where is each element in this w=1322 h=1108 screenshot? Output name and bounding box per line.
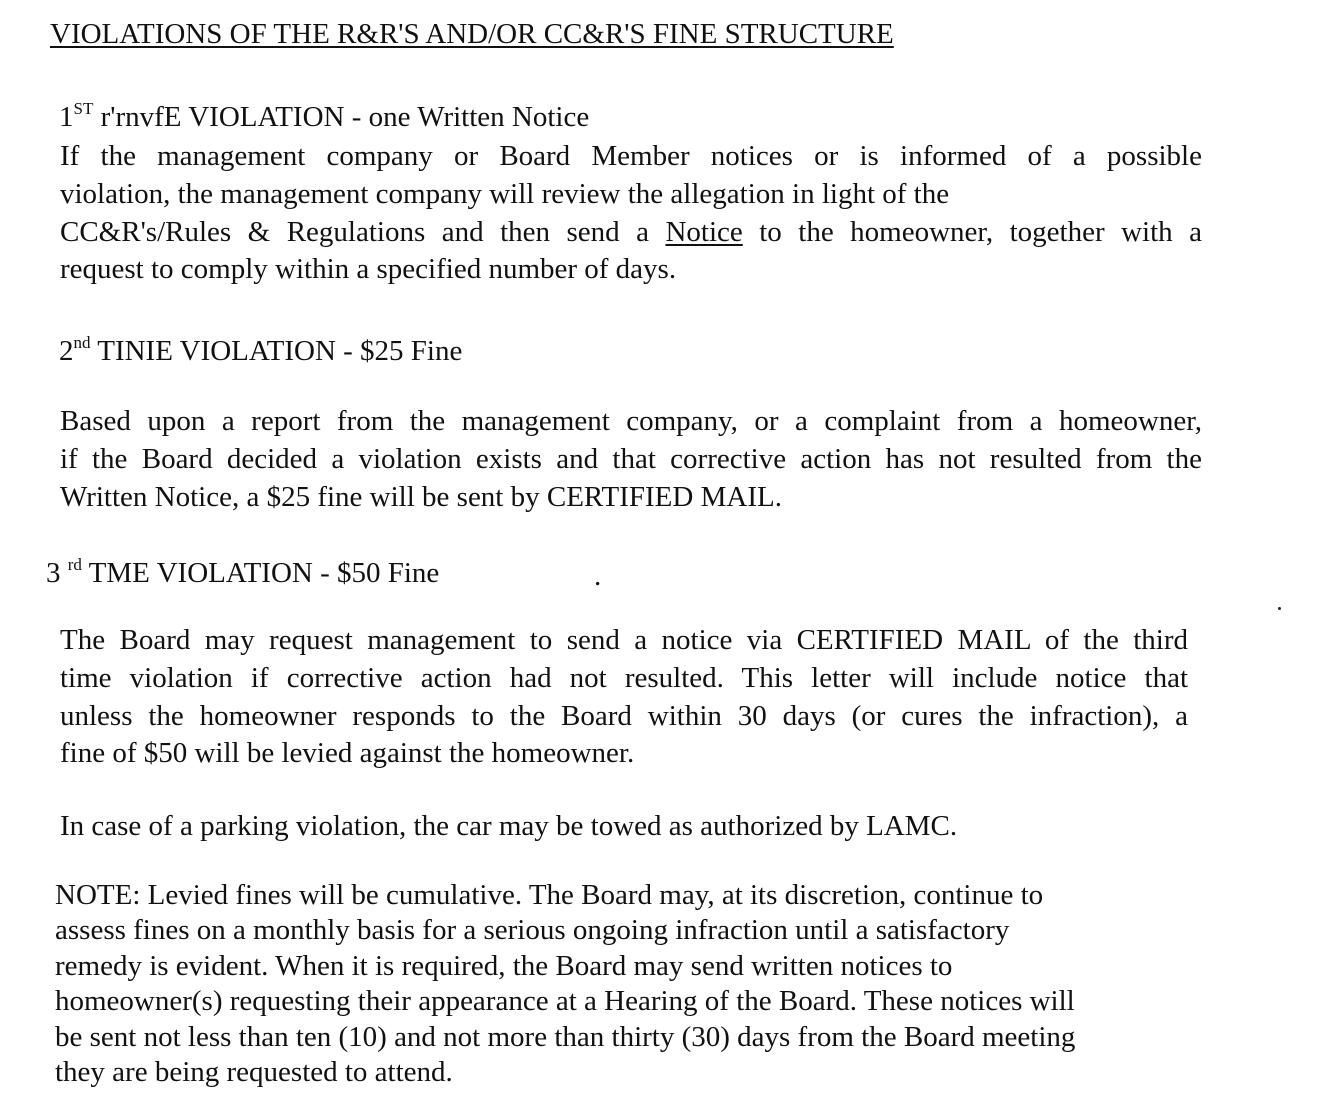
paragraph-line: fine of $50 will be levied against the homeowner. [60, 737, 635, 770]
second-violation-number: 2 [59, 335, 74, 367]
paragraph-line [60, 214, 1202, 252]
third-violation-title: TME VIOLATION - $50 Fine [81, 557, 440, 589]
document-title: VIOLATIONS OF THE R&R'S AND/OR CC&R'S FINE STRUCTURE [50, 18, 894, 50]
notice-underlined-word: Notice [665, 215, 743, 248]
note-paragraph [55, 878, 1182, 1090]
scan-speck [1278, 607, 1281, 610]
second-violation-ordinal: nd [73, 333, 91, 352]
third-violation-heading [46, 555, 439, 591]
line-text: CC&R's/Rules & Regulations and then send a [60, 215, 666, 248]
note-line: homeowner(s) requesting their appearance at a Hearing of the Board. These notices will [55, 985, 1075, 1018]
first-violation-title: r'rnvfE VIOLATION - one Written Notice [93, 101, 590, 133]
paragraph-line: In case of a parking violation, the car may be towed as authorized by LAMC. [60, 810, 958, 842]
third-violation-number: 3 [46, 557, 61, 589]
first-violation-paragraph [60, 138, 1202, 289]
paragraph-line: Based upon a report from the management company, or a complaint from a homeowner, [60, 405, 1202, 437]
second-violation-paragraph [60, 403, 1202, 516]
first-violation-heading [59, 99, 589, 135]
first-violation-ordinal: ST [73, 99, 94, 118]
paragraph-line: violation, the management company will review the allegation in light of the [60, 177, 950, 210]
third-violation-ordinal: rd [67, 555, 82, 574]
second-violation-heading [59, 333, 462, 369]
paragraph-line: if the Board decided a violation exists and that corrective action has not resulted from the [60, 442, 1202, 475]
third-violation-paragraph [60, 622, 1188, 773]
second-violation-title: TINIE VIOLATION - $25 Fine [90, 335, 463, 367]
paragraph-line: The Board may request management to send a notice via CERTIFIED MAIL of the third [60, 624, 1188, 656]
note-line: NOTE: Levied fines will be cumulative. The Board may, at its discretion, continue to [55, 879, 1044, 911]
note-line: they are being requested to attend. [55, 1056, 453, 1089]
paragraph-line: If the management company or Board Member notices or is informed of a possible [60, 140, 1202, 172]
note-line: be sent not less than ten (10) and not more than thirty (30) days from the Board meeting [55, 1020, 1076, 1053]
paragraph-line: Written Notice, a $25 fine will be sent by CERTIFIED MAIL. [60, 480, 782, 513]
note-line: assess fines on a monthly basis for a serious ongoing infraction until a satisfactory [55, 914, 1010, 947]
parking-paragraph [60, 808, 1202, 846]
stray-period-mark: . [594, 560, 602, 592]
line-text: to the homeowner, together with a [742, 215, 1203, 248]
paragraph-line: request to comply within a specified number of days. [60, 253, 677, 286]
note-line: remedy is evident. When it is required, the Board may send written notices to [55, 949, 953, 982]
first-violation-number: 1 [59, 101, 74, 133]
paragraph-line: unless the homeowner responds to the Board within 30 days (or cures the infraction), a [60, 699, 1188, 732]
paragraph-line: time violation if corrective action had not resulted. This letter will include notice that [60, 661, 1188, 694]
